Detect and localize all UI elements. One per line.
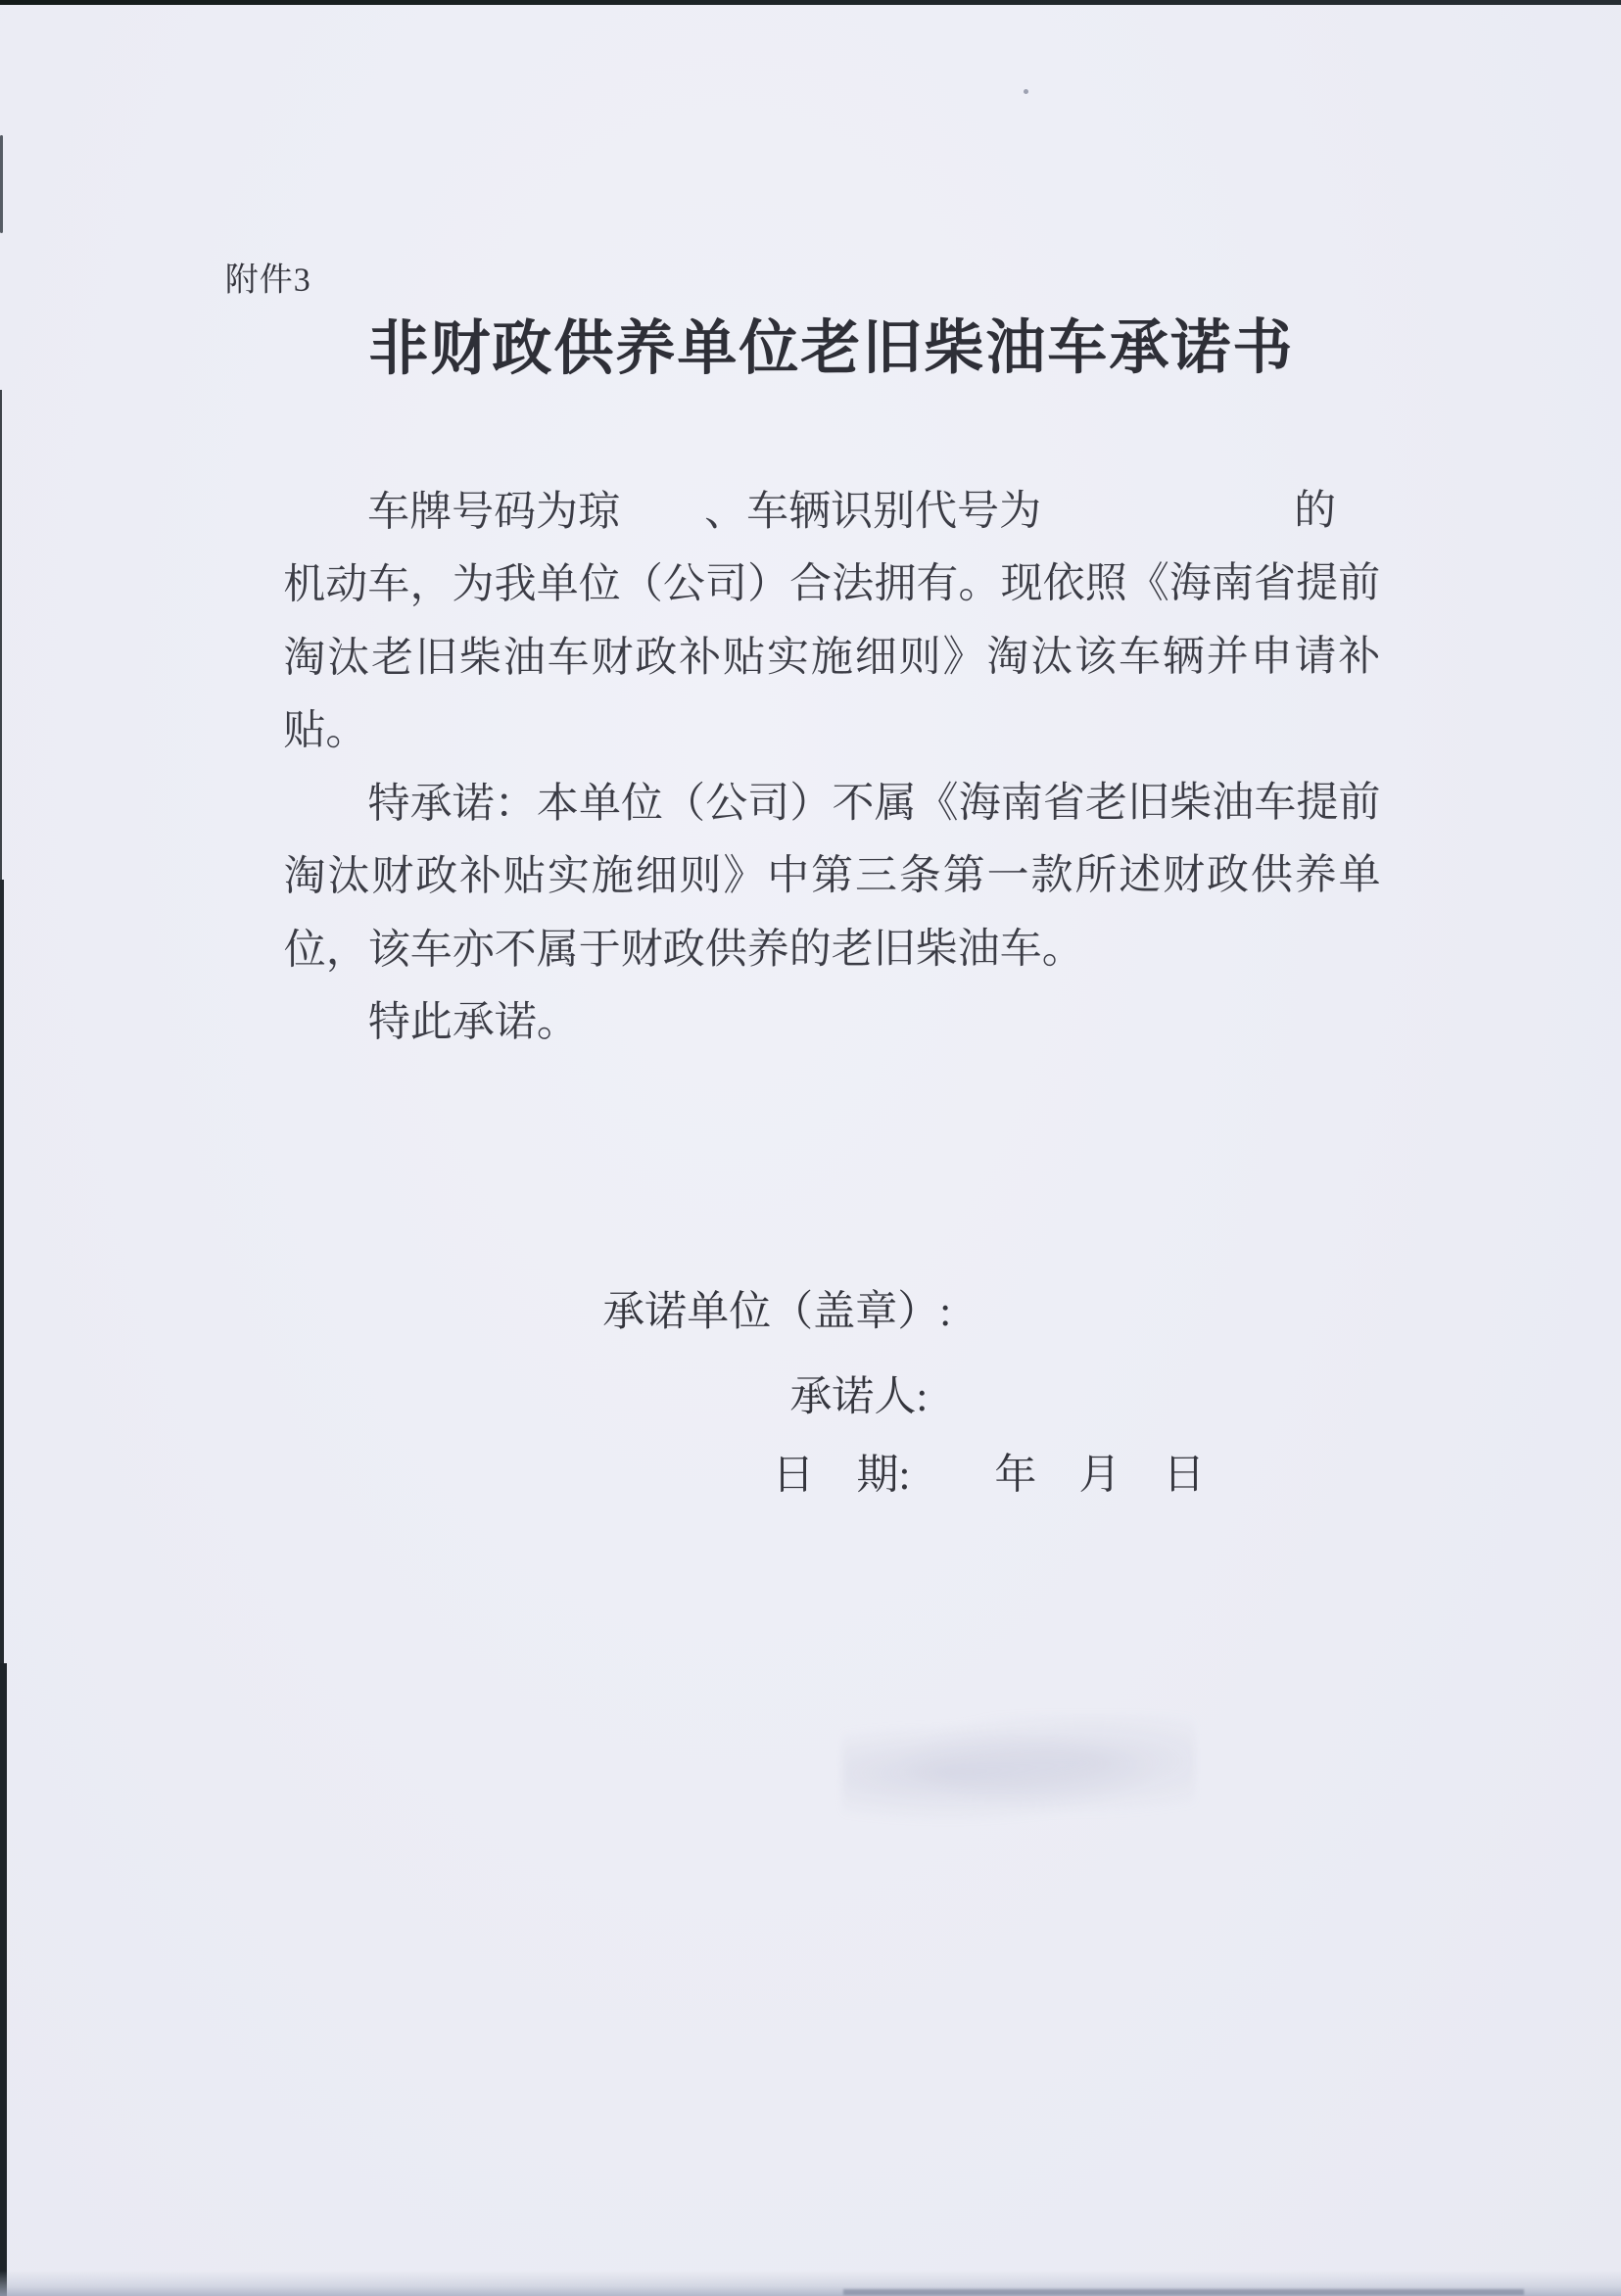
body-line-4: 贴。 <box>283 707 368 754</box>
document-title: 非财政供养单位老旧柴油车承诺书 <box>368 315 1295 383</box>
body-line-2: 机动车，为我单位（公司）合法拥有。现依照《海南省提前 <box>283 560 1381 608</box>
body-line-1: 车牌号码为琼 、车辆识别代号为 的 <box>367 488 1337 536</box>
signature-unit-label: 承诺单位（盖章）: <box>602 1288 952 1336</box>
body-line-3: 淘汰老旧柴油车财政补贴实施细则》淘汰该车辆并申请补 <box>283 634 1381 682</box>
body-line-8: 特此承诺。 <box>367 999 579 1046</box>
signature-date-label: 日 期: 年 月 日 <box>772 1452 1206 1500</box>
attachment-label: 附件3 <box>224 262 311 299</box>
body-line-6: 淘汰财政补贴实施细则》中第三条第一款所述财政供养单 <box>283 852 1381 900</box>
signature-person-label: 承诺人: <box>789 1373 929 1421</box>
body-line-5: 特承诺：本单位（公司）不属《海南省老旧柴油车提前 <box>367 780 1381 828</box>
body-line-7: 位，该车亦不属于财政供养的老旧柴油车。 <box>283 926 1084 974</box>
